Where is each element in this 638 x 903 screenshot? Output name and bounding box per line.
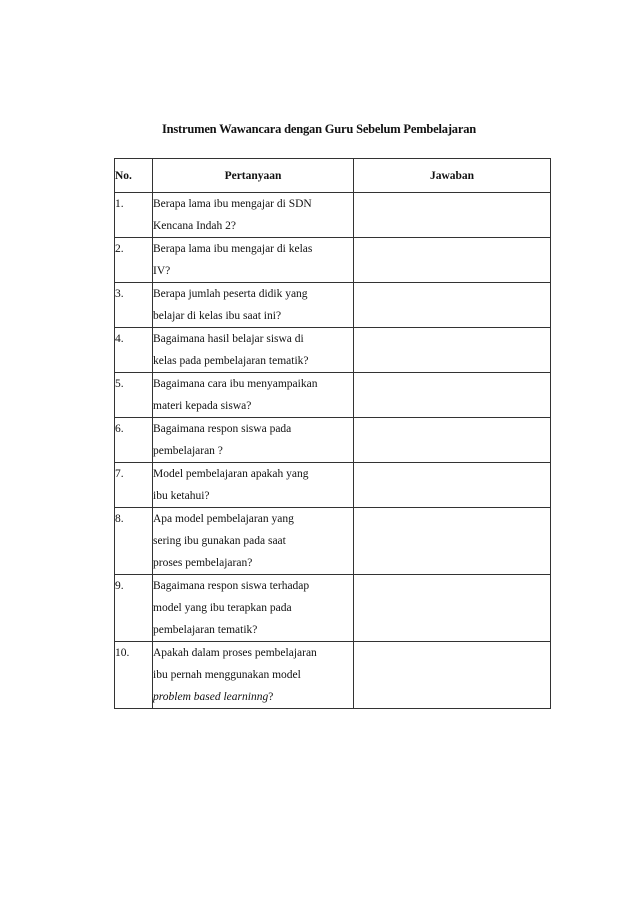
- row-number: 1.: [115, 193, 153, 238]
- row-question: [153, 193, 354, 238]
- row-question: [153, 373, 354, 418]
- question-line: Bagaimana respon siswa terhadap: [153, 580, 310, 592]
- answer-cell: [354, 373, 551, 418]
- header-no: No.: [115, 159, 153, 193]
- question-line: Model pembelajaran apakah yang: [153, 468, 309, 480]
- table-row: [115, 642, 551, 709]
- row-number: 6.: [115, 418, 153, 463]
- question-line: Berapa lama ibu mengajar di SDN: [153, 198, 312, 210]
- question-line: pembelajaran tematik?: [153, 624, 258, 636]
- answer-cell: [354, 508, 551, 575]
- table-row: [115, 418, 551, 463]
- question-line: Bagaimana respon siswa pada: [153, 423, 292, 435]
- table-row: [115, 193, 551, 238]
- italic-term: problem based learninng: [153, 691, 269, 703]
- question-line: Apakah dalam proses pembelajaran: [153, 647, 317, 659]
- table-row: [115, 508, 551, 575]
- row-question: [153, 642, 354, 709]
- row-question: [153, 328, 354, 373]
- question-line: model yang ibu terapkan pada: [153, 602, 292, 614]
- row-number: 2.: [115, 238, 153, 283]
- question-line: kelas pada pembelajaran tematik?: [153, 355, 309, 367]
- row-question: [153, 418, 354, 463]
- row-number: 7.: [115, 463, 153, 508]
- answer-cell: [354, 193, 551, 238]
- row-number: 4.: [115, 328, 153, 373]
- question-line: Kencana Indah 2?: [153, 220, 237, 232]
- document-title: Instrumen Wawancara dengan Guru Sebelum Pembelajaran: [161, 122, 477, 136]
- table-row: [115, 373, 551, 418]
- table-row: [115, 575, 551, 642]
- question-line: materi kepada siswa?: [153, 400, 252, 412]
- row-number: 3.: [115, 283, 153, 328]
- answer-cell: [354, 418, 551, 463]
- answer-cell: [354, 283, 551, 328]
- question-line: IV?: [153, 265, 171, 277]
- question-line: pembelajaran ?: [153, 445, 223, 457]
- question-line: Berapa lama ibu mengajar di kelas: [153, 243, 313, 255]
- question-line: sering ibu gunakan pada saat: [153, 535, 286, 547]
- answer-cell: [354, 463, 551, 508]
- question-line: proses pembelajaran?: [153, 557, 253, 569]
- question-mark: ?: [268, 691, 274, 703]
- question-line: Bagaimana cara ibu menyampaikan: [153, 378, 318, 390]
- table-row: [115, 283, 551, 328]
- answer-cell: [354, 575, 551, 642]
- question-line: Apa model pembelajaran yang: [153, 513, 294, 525]
- row-number: 8.: [115, 508, 153, 575]
- row-number: 5.: [115, 373, 153, 418]
- question-line: belajar di kelas ibu saat ini?: [153, 310, 282, 322]
- table-row: [115, 328, 551, 373]
- answer-cell: [354, 642, 551, 709]
- table-row: [115, 238, 551, 283]
- header-answer: Jawaban: [354, 159, 551, 193]
- question-line: [153, 686, 353, 708]
- row-question: [153, 283, 354, 328]
- row-question: [153, 508, 354, 575]
- question-line: Berapa jumlah peserta didik yang: [153, 288, 308, 300]
- row-question: [153, 463, 354, 508]
- question-line: ibu pernah menggunakan model: [153, 669, 301, 681]
- table-header-row: [115, 159, 551, 193]
- question-line: Bagaimana hasil belajar siswa di: [153, 333, 304, 345]
- row-number: 10.: [115, 642, 153, 709]
- row-question: [153, 575, 354, 642]
- table-row: [115, 463, 551, 508]
- row-number: 9.: [115, 575, 153, 642]
- interview-table: [114, 158, 551, 709]
- question-line: ibu ketahui?: [153, 490, 210, 502]
- header-question: Pertanyaan: [153, 159, 354, 193]
- answer-cell: [354, 328, 551, 373]
- row-question: [153, 238, 354, 283]
- answer-cell: [354, 238, 551, 283]
